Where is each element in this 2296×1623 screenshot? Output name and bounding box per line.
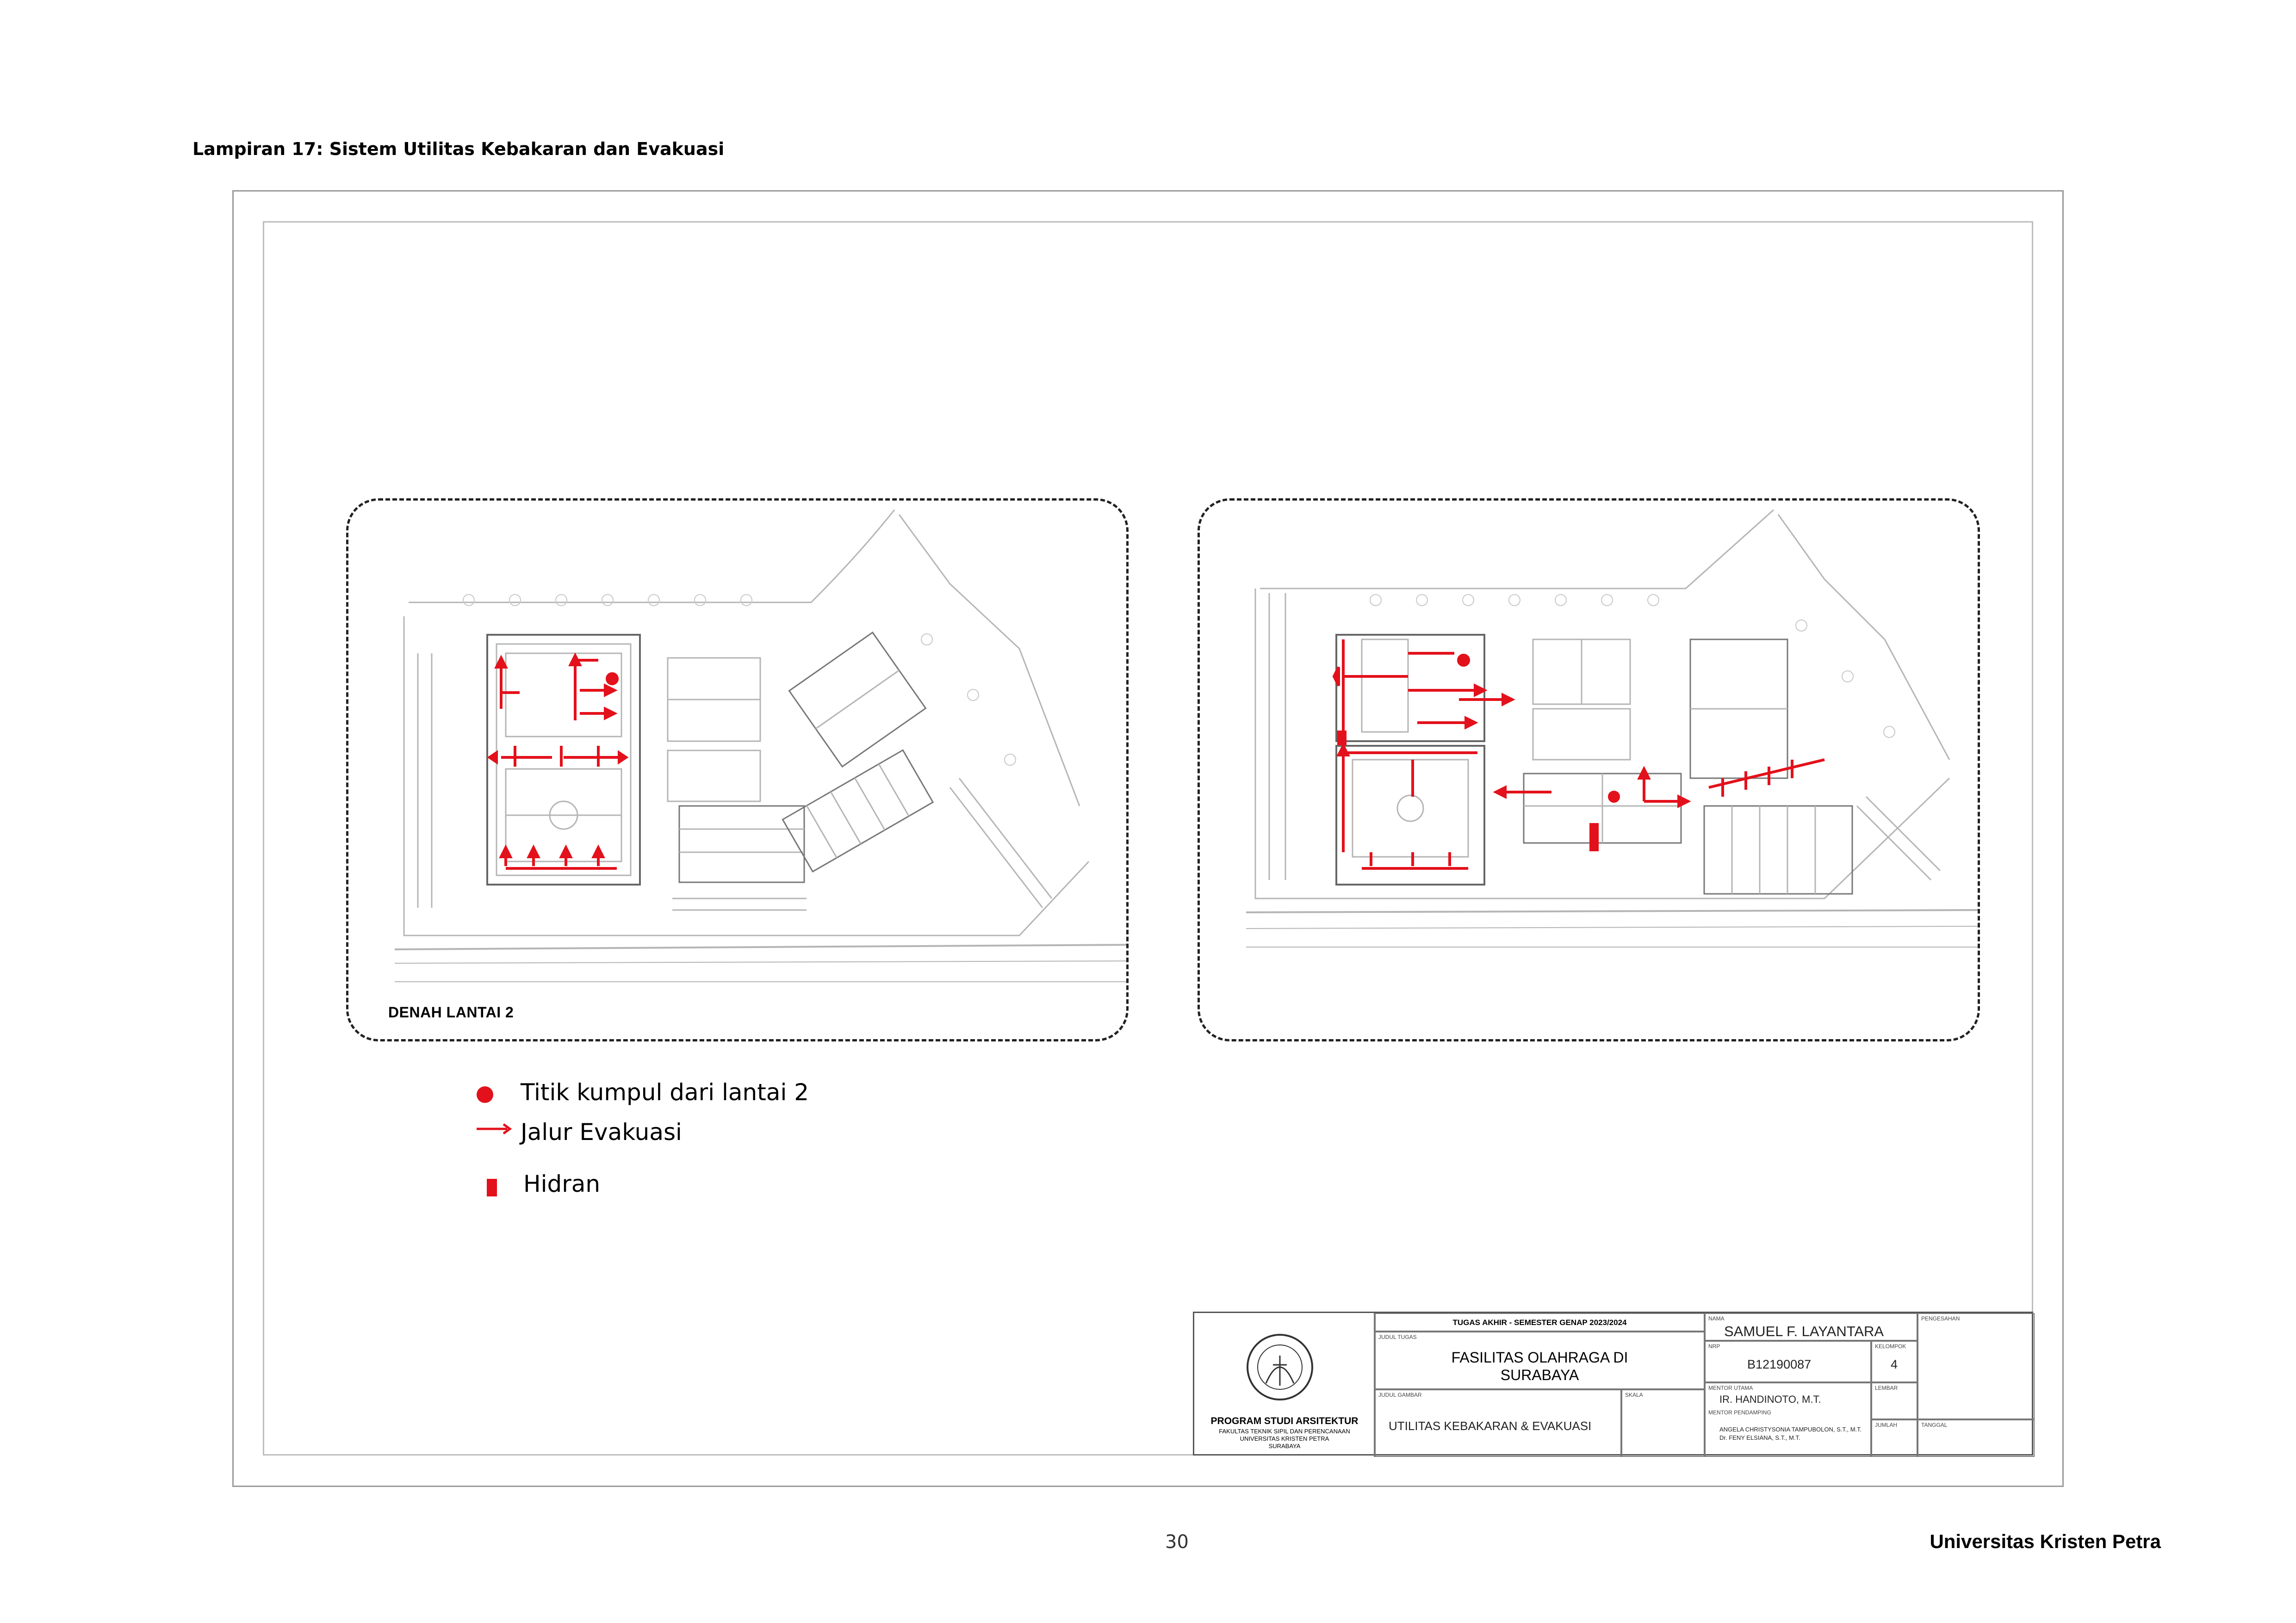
nama-value: SAMUEL F. LAYANTARA bbox=[1724, 1323, 1884, 1339]
university-logo bbox=[1245, 1332, 1315, 1402]
mentor-pendamping-2: Dr. FENY ELSIANA, S.T., M.T. bbox=[1719, 1434, 1800, 1441]
nama-label: NAMA bbox=[1708, 1315, 1725, 1322]
title-block bbox=[1193, 1312, 2033, 1456]
pengesahan-label: PENGESAHAN bbox=[1921, 1315, 1960, 1322]
city-name: SURABAYA bbox=[1268, 1443, 1301, 1450]
judul-tugas-line1: FASILITAS OLAHRAGA DI bbox=[1451, 1349, 1628, 1366]
floor-plan-site-evacuation-drawing bbox=[1200, 501, 1980, 1041]
tanggal-label: TANGGAL bbox=[1921, 1422, 1948, 1428]
floor-plan-lantai-2-drawing bbox=[348, 501, 1129, 1041]
page-heading: Lampiran 17: Sistem Utilitas Kebakaran dan Evakuasi bbox=[192, 139, 725, 159]
faculty-name: FAKULTAS TEKNIK SIPIL DAN PERENCANAAN bbox=[1219, 1428, 1350, 1435]
title-block-logo-cell bbox=[1194, 1313, 1375, 1457]
lembar-label: LEMBAR bbox=[1875, 1385, 1898, 1391]
program-name: PROGRAM STUDI ARSITEKTUR bbox=[1210, 1416, 1359, 1426]
legend bbox=[477, 1078, 847, 1217]
nrp-label: NRP bbox=[1708, 1343, 1720, 1350]
floor-plan-site-evacuation bbox=[1198, 498, 1980, 1041]
legend-evacuation-route-label: Jalur Evakuasi bbox=[521, 1119, 682, 1146]
kelompok-cell bbox=[1871, 1341, 1917, 1382]
floor-plan-lantai-2 bbox=[346, 498, 1129, 1041]
lembar-cell bbox=[1871, 1382, 1917, 1419]
skala-cell bbox=[1621, 1389, 1705, 1457]
skala-label: SKALA bbox=[1625, 1392, 1643, 1398]
assembly-point-icon bbox=[477, 1086, 493, 1103]
assignment-header: TUGAS AKHIR - SEMESTER GENAP 2023/2024 bbox=[1452, 1318, 1627, 1327]
judul-gambar-label: JUDUL GAMBAR bbox=[1378, 1392, 1422, 1398]
kelompok-value: 4 bbox=[1891, 1357, 1898, 1371]
evacuation-arrow-icon bbox=[477, 1122, 514, 1136]
pengesahan-cell bbox=[1917, 1313, 2035, 1419]
judul-gambar-value: UTILITAS KEBAKARAN & EVAKUASI bbox=[1389, 1419, 1592, 1433]
nama-cell bbox=[1705, 1313, 1917, 1341]
university-name: UNIVERSITAS KRISTEN PETRA bbox=[1240, 1435, 1329, 1442]
mentor-utama-label: MENTOR UTAMA bbox=[1708, 1385, 1753, 1391]
nrp-value: B12190087 bbox=[1747, 1357, 1812, 1371]
legend-assembly-point-label: Titik kumpul dari lantai 2 bbox=[521, 1079, 809, 1106]
plan-label-denah-lantai-2: DENAH LANTAI 2 bbox=[388, 1004, 514, 1021]
hydrant-icon bbox=[487, 1179, 497, 1196]
tanggal-cell bbox=[1917, 1419, 2035, 1457]
mentor-pendamping-1: ANGELA CHRISTYSONIA TAMPUBOLON, S.T., M.T. bbox=[1719, 1426, 1862, 1433]
mentor-cell bbox=[1705, 1382, 1871, 1457]
kelompok-label: KELOMPOK bbox=[1875, 1343, 1906, 1350]
judul-tugas-label: JUDUL TUGAS bbox=[1378, 1334, 1417, 1340]
jumlah-label: JUMLAH bbox=[1875, 1422, 1898, 1428]
nrp-cell bbox=[1705, 1341, 1871, 1382]
judul-gambar-cell bbox=[1375, 1389, 1621, 1457]
legend-hydrant-label: Hidran bbox=[523, 1171, 601, 1197]
jumlah-cell bbox=[1871, 1419, 1917, 1457]
mentor-pendamping-label: MENTOR PENDAMPING bbox=[1708, 1409, 1771, 1416]
mentor-utama-value: IR. HANDINOTO, M.T. bbox=[1719, 1394, 1821, 1405]
judul-tugas-cell bbox=[1375, 1332, 1705, 1389]
footer-university: Universitas Kristen Petra bbox=[1930, 1530, 2161, 1552]
page-number: 30 bbox=[1165, 1531, 1189, 1553]
judul-tugas-line2: SURABAYA bbox=[1500, 1367, 1579, 1383]
assignment-header-cell bbox=[1375, 1313, 1705, 1332]
